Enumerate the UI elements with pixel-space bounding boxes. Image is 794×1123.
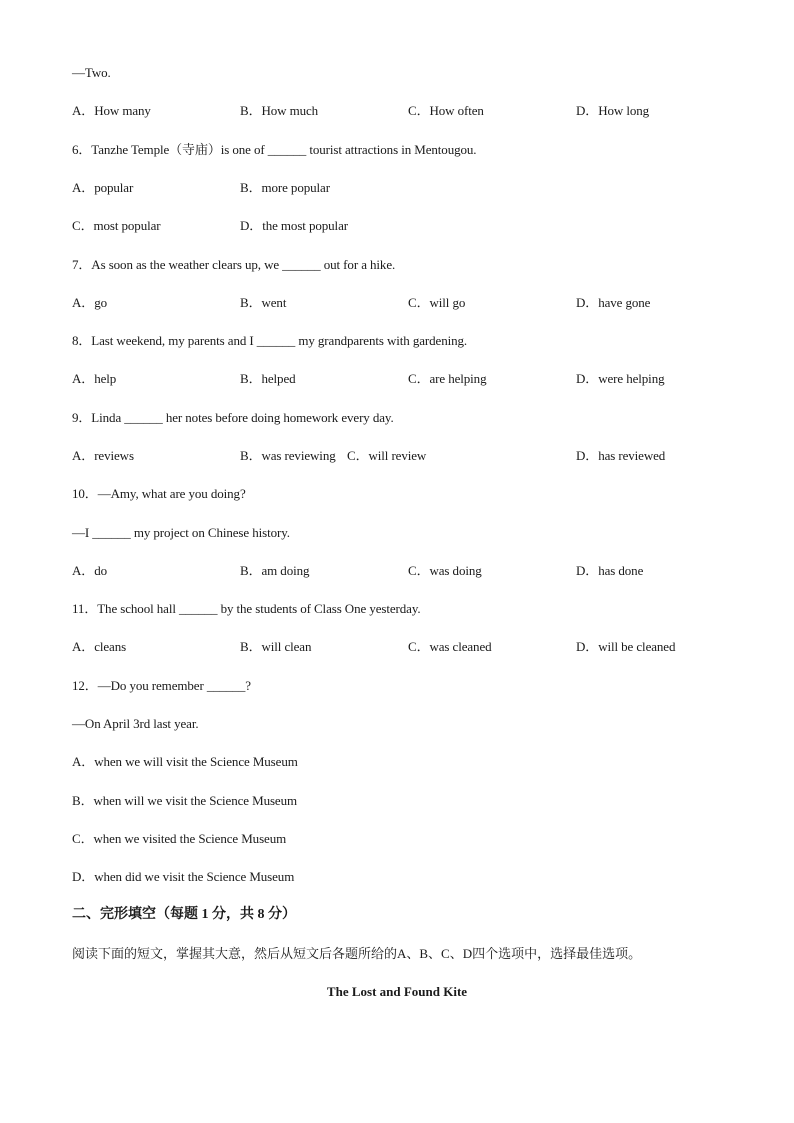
option-c: C．are helping — [408, 371, 487, 386]
question-6: 6．Tanzhe Temple（寺庙）is one of ______ tourist attractions in Mentougou. — [72, 142, 477, 157]
question-8: 8．Last weekend, my parents and I ______ my grandparents with gardening. — [72, 333, 468, 348]
option-c: C．was cleaned — [408, 639, 492, 654]
question-9: 9．Linda ______ her notes before doing homework every day. — [72, 410, 394, 425]
question-12: 12．—Do you remember ______? — [72, 678, 251, 693]
option-d: D．How long — [576, 103, 650, 118]
question-10-reply: —I ______ my project on Chinese history. — [72, 525, 290, 540]
option-a: A．reviews — [72, 448, 134, 463]
section-heading: 二、完形填空（每题 1 分，共 8 分） — [72, 907, 296, 922]
option-b: B．helped — [240, 371, 296, 386]
option-b: B．was reviewing — [240, 448, 336, 463]
option-c: C．was doing — [408, 563, 482, 578]
option-b: B．when will we visit the Science Museum — [72, 793, 298, 808]
option-d: D．has reviewed — [576, 448, 666, 463]
option-d: D．the most popular — [240, 218, 348, 233]
option-b: B．will clean — [240, 639, 312, 654]
answer-line: —Two. — [72, 65, 111, 80]
option-c: C．will review — [347, 448, 427, 463]
option-b: B．went — [240, 295, 287, 310]
option-a: A．go — [72, 295, 107, 310]
option-d: D．have gone — [576, 295, 651, 310]
section-instructions: 阅读下面的短文，掌握其大意，然后从短文后各题所给的A、B、C、D四个选项中，选择最佳选项。 — [72, 946, 642, 961]
option-a: A．do — [72, 563, 107, 578]
option-c: C．when we visited the Science Museum — [72, 831, 287, 846]
option-c: C．will go — [408, 295, 466, 310]
option-a: A．How many — [72, 103, 151, 118]
question-11: 11．The school hall ______ by the students of Class One yesterday. — [72, 601, 421, 616]
option-c: C．most popular — [72, 218, 161, 233]
question-7: 7．As soon as the weather clears up, we ______ out for a hike. — [72, 257, 396, 272]
option-a: A．popular — [72, 180, 134, 195]
option-a: A．help — [72, 371, 117, 386]
option-c: C．How often — [408, 103, 484, 118]
option-a: A．when we will visit the Science Museum — [72, 754, 298, 769]
option-d: D．when did we visit the Science Museum — [72, 869, 295, 884]
question-12-reply: —On April 3rd last year. — [72, 716, 199, 731]
option-b: B．more popular — [240, 180, 330, 195]
question-10: 10．—Amy, what are you doing? — [72, 486, 246, 501]
option-b: B．How much — [240, 103, 319, 118]
option-b: B．am doing — [240, 563, 310, 578]
passage-title: The Lost and Found Kite — [326, 984, 468, 999]
option-a: A．cleans — [72, 639, 127, 654]
option-d: D．were helping — [576, 371, 665, 386]
option-d: D．will be cleaned — [576, 639, 676, 654]
option-d: D．has done — [576, 563, 644, 578]
